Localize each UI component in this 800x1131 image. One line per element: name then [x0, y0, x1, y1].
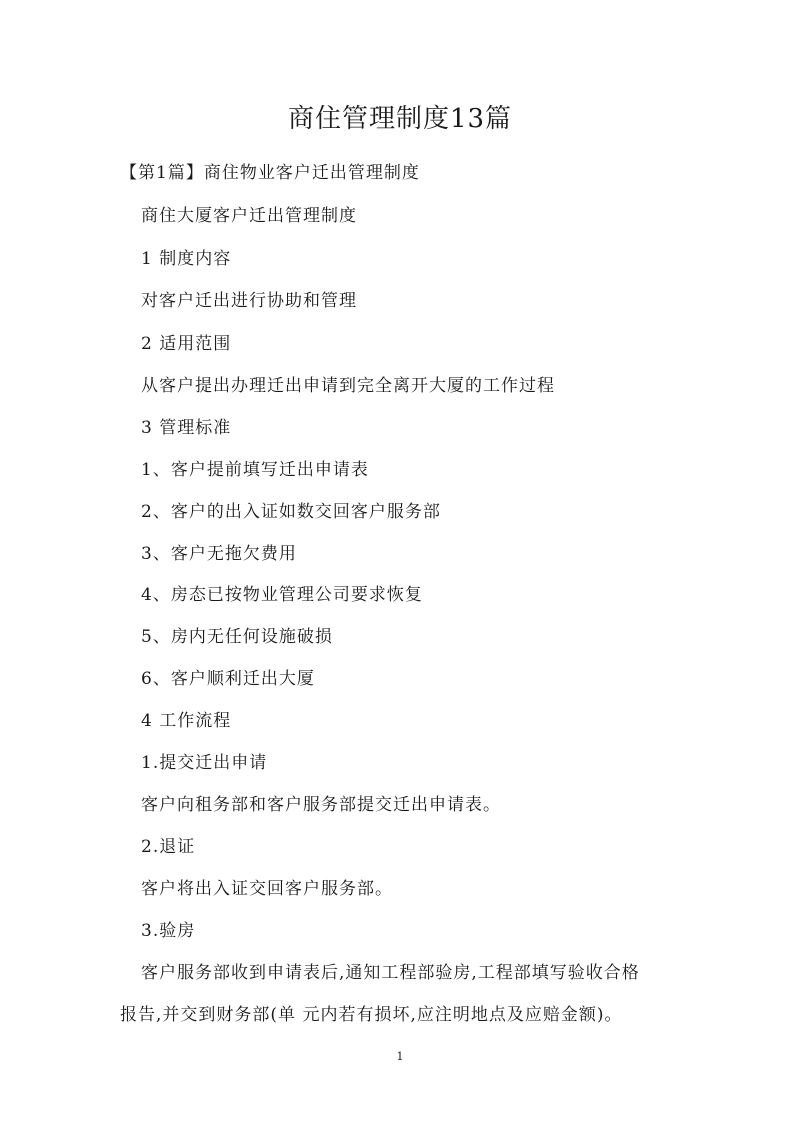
paragraph-line: 1.提交迁出申请	[141, 753, 268, 773]
paragraph-line: 3、客户无拖欠费用	[141, 544, 297, 564]
paragraph-line: 报告,并交到财务部(单 元内若有损坏,应注明地点及应赔金额)。	[120, 1005, 623, 1025]
paragraph-line: 4、房态已按物业管理公司要求恢复	[141, 585, 423, 605]
paragraph-line: 1、客户提前填写迁出申请表	[141, 460, 369, 480]
paragraph-line: 4 工作流程	[141, 711, 232, 731]
paragraph-line: 1 制度内容	[141, 249, 232, 269]
paragraph-line: 3 管理标准	[141, 418, 232, 438]
paragraph-line: 客户向租务部和客户服务部提交迁出申请表。	[141, 795, 501, 815]
paragraph-line: 对客户迁出进行协助和管理	[141, 291, 357, 311]
section-heading: 【第1篇】商住物业客户迁出管理制度	[120, 163, 420, 183]
paragraph-line: 2.退证	[141, 837, 196, 857]
paragraph-line: 商住大厦客户迁出管理制度	[141, 206, 357, 226]
page-number: 1	[396, 1050, 404, 1063]
paragraph-line: 客户服务部收到申请表后,通知工程部验房,工程部填写验收合格	[141, 963, 640, 983]
paragraph-line: 2 适用范围	[141, 334, 232, 354]
paragraph-line: 客户将出入证交回客户服务部。	[141, 879, 393, 899]
paragraph-line: 2、客户的出入证如数交回客户服务部	[141, 502, 441, 522]
paragraph-line: 5、房内无任何设施破损	[141, 627, 333, 647]
paragraph-line: 6、客户顺利迁出大厦	[141, 669, 315, 689]
paragraph-line: 从客户提出办理迁出申请到完全离开大厦的工作过程	[141, 376, 555, 396]
paragraph-line: 3.验房	[141, 921, 196, 941]
document-title: 商住管理制度13篇	[287, 104, 513, 134]
